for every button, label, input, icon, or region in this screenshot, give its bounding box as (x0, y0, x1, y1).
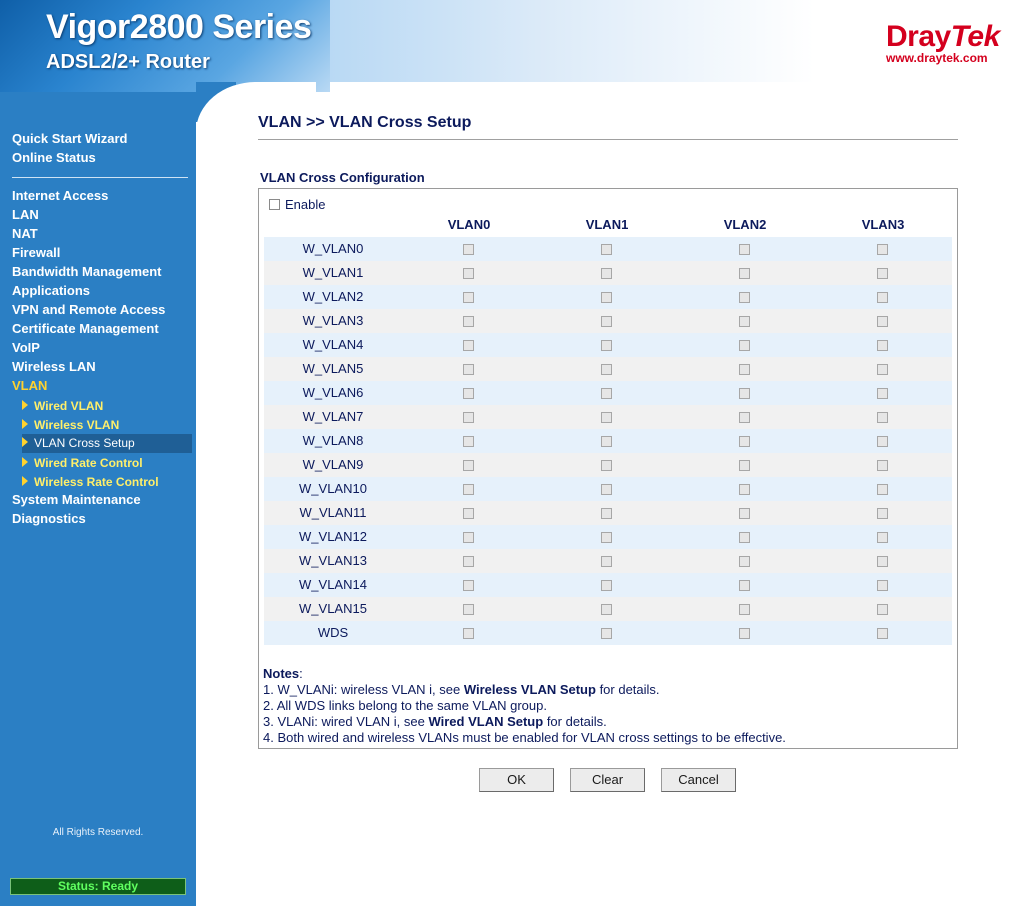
note-line (263, 698, 786, 714)
note-line (263, 682, 786, 698)
nav-certificate-management[interactable]: Certificate Management (12, 321, 159, 336)
product-title: Vigor2800 Series (46, 8, 312, 46)
cross-checkbox[interactable] (877, 364, 888, 375)
table-row (264, 621, 952, 645)
row-label: W_VLAN6 (302, 385, 364, 400)
notes (263, 666, 786, 746)
note-text: 4. Both wired and wireless VLANs must be enabled for VLAN cross settings to be effective. (263, 730, 786, 745)
cross-checkbox[interactable] (739, 604, 750, 615)
cross-checkbox[interactable] (739, 316, 750, 327)
cross-checkbox[interactable] (601, 556, 612, 567)
note-line (263, 730, 786, 746)
nav-online-status[interactable]: Online Status (12, 150, 96, 165)
cross-checkbox[interactable] (877, 628, 888, 639)
vlan-cross-panel (258, 188, 958, 749)
table-row (264, 261, 952, 285)
section-title: VLAN Cross Configuration (260, 170, 425, 185)
cross-checkbox[interactable] (463, 268, 474, 279)
cross-checkbox[interactable] (739, 580, 750, 591)
note-link: Wired VLAN Setup (428, 714, 544, 729)
table-row (264, 405, 952, 429)
arrow-right-icon (22, 437, 28, 447)
clear-button[interactable]: Clear (570, 768, 645, 792)
nav-sub-wireless-vlan[interactable] (22, 418, 119, 432)
table-row (264, 381, 952, 405)
row-label: W_VLAN5 (302, 361, 364, 376)
cross-checkbox[interactable] (601, 484, 612, 495)
cross-checkbox[interactable] (463, 292, 474, 303)
cross-checkbox[interactable] (463, 412, 474, 423)
enable-label: Enable (285, 197, 326, 212)
cross-checkbox[interactable] (739, 556, 750, 567)
cross-checkbox[interactable] (601, 436, 612, 447)
cross-checkbox[interactable] (463, 604, 474, 615)
row-label: W_VLAN1 (302, 265, 364, 280)
cross-checkbox[interactable] (877, 580, 888, 591)
table-row (264, 429, 952, 453)
nav-diagnostics[interactable]: Diagnostics (12, 511, 86, 526)
cross-checkbox[interactable] (601, 508, 612, 519)
cross-checkbox[interactable] (877, 388, 888, 399)
row-label: W_VLAN9 (302, 457, 364, 472)
cross-checkbox[interactable] (463, 508, 474, 519)
table-row (264, 501, 952, 525)
cross-checkbox[interactable] (601, 460, 612, 471)
table-row (264, 309, 952, 333)
cross-checkbox[interactable] (739, 388, 750, 399)
enable-checkbox[interactable] (269, 199, 280, 210)
nav-sub-label: VLAN Cross Setup (34, 436, 135, 450)
nav-voip[interactable]: VoIP (12, 340, 40, 355)
table-row (264, 357, 952, 381)
logo-tek: Tek (950, 20, 1000, 53)
row-label: W_VLAN15 (299, 601, 367, 616)
nav-sub-wireless-rate-control[interactable] (22, 475, 159, 489)
copyright-text: All Rights Reserved. (52, 827, 144, 838)
cross-checkbox[interactable] (739, 364, 750, 375)
nav-sub-wired-vlan[interactable] (22, 399, 103, 413)
note-line (263, 714, 786, 730)
arrow-right-icon (22, 419, 28, 429)
cross-checkbox[interactable] (739, 532, 750, 543)
cross-checkbox[interactable] (877, 508, 888, 519)
nav-vpn-remote-access[interactable]: VPN and Remote Access (12, 302, 166, 317)
product-subtitle: ADSL2/2+ Router (46, 51, 210, 73)
cross-checkbox[interactable] (877, 460, 888, 471)
cross-checkbox[interactable] (601, 532, 612, 543)
cross-checkbox[interactable] (463, 364, 474, 375)
cross-checkbox[interactable] (739, 628, 750, 639)
nav-lan[interactable]: LAN (12, 207, 39, 222)
cancel-button[interactable]: Cancel (661, 768, 736, 792)
cross-checkbox[interactable] (739, 508, 750, 519)
table-row (264, 333, 952, 357)
note-text: 1. W_VLANi: wireless VLAN i, see (263, 682, 464, 697)
nav-bandwidth-management[interactable]: Bandwidth Management (12, 264, 162, 279)
cross-checkbox[interactable] (601, 412, 612, 423)
cross-checkbox[interactable] (601, 580, 612, 591)
cross-checkbox[interactable] (739, 244, 750, 255)
nav-sub-label: Wireless VLAN (34, 418, 120, 432)
cross-checkbox[interactable] (601, 388, 612, 399)
nav-internet-access[interactable]: Internet Access (12, 188, 109, 203)
column-header: VLAN1 (585, 217, 629, 232)
notes-title: Notes: (263, 666, 303, 681)
note-text: for details. (595, 682, 660, 697)
note-link: Wireless VLAN Setup (463, 682, 596, 697)
cross-checkbox[interactable] (739, 460, 750, 471)
cross-checkbox[interactable] (601, 340, 612, 351)
row-label: W_VLAN14 (299, 577, 367, 592)
nav-sub-label: Wireless Rate Control (34, 475, 159, 489)
logo-url: www.draytek.com (886, 51, 988, 65)
cross-checkbox[interactable] (877, 268, 888, 279)
arrow-right-icon (22, 476, 28, 486)
nav-sub-label: Wired Rate Control (34, 456, 143, 470)
cross-checkbox[interactable] (739, 412, 750, 423)
cross-checkbox[interactable] (463, 460, 474, 471)
column-header: VLAN3 (861, 217, 905, 232)
row-label: W_VLAN0 (302, 241, 364, 256)
notes-title-text: Notes (263, 666, 300, 681)
nav-sub-vlan-cross-setup[interactable] (22, 434, 192, 453)
table-row (264, 549, 952, 573)
note-text: 2. All WDS links belong to the same VLAN group. (263, 698, 547, 713)
nav-sub-wired-rate-control[interactable] (22, 456, 143, 470)
cross-checkbox[interactable] (877, 244, 888, 255)
table-row (264, 597, 952, 621)
table-row (264, 237, 952, 261)
row-label: W_VLAN11 (299, 505, 367, 520)
cross-checkbox[interactable] (463, 484, 474, 495)
note-text: 3. VLANi: wired VLAN i, see (263, 714, 429, 729)
status-bar: Status: Ready (10, 878, 186, 895)
row-label: W_VLAN8 (302, 433, 364, 448)
nav-quick-start-wizard[interactable]: Quick Start Wizard (12, 131, 128, 146)
row-label: WDS (317, 625, 349, 640)
nav-system-maintenance[interactable]: System Maintenance (12, 492, 141, 507)
cross-checkbox[interactable] (877, 412, 888, 423)
cross-checkbox[interactable] (463, 628, 474, 639)
cross-checkbox[interactable] (739, 340, 750, 351)
note-text: for details. (543, 714, 607, 729)
nav-wireless-lan[interactable]: Wireless LAN (12, 359, 96, 374)
title-divider (258, 139, 958, 140)
row-label: W_VLAN3 (302, 313, 364, 328)
nav-nat[interactable]: NAT (12, 226, 38, 241)
enable-row (269, 197, 325, 212)
ok-button[interactable]: OK (479, 768, 554, 792)
nav-vlan[interactable]: VLAN (12, 378, 48, 393)
cross-checkbox[interactable] (463, 244, 474, 255)
cross-checkbox[interactable] (877, 556, 888, 567)
arrow-right-icon (22, 457, 28, 467)
table-row (264, 525, 952, 549)
cross-checkbox[interactable] (877, 340, 888, 351)
cross-checkbox[interactable] (877, 436, 888, 447)
cross-checkbox[interactable] (463, 388, 474, 399)
nav-sub-label: Wired VLAN (34, 399, 104, 413)
cross-checkbox[interactable] (739, 292, 750, 303)
draytek-logo (886, 20, 1000, 54)
cross-checkbox[interactable] (739, 484, 750, 495)
table-row (264, 573, 952, 597)
page-title: VLAN >> VLAN Cross Setup (258, 114, 472, 131)
cross-checkbox[interactable] (877, 604, 888, 615)
table-row (264, 285, 952, 309)
row-label: W_VLAN13 (299, 553, 367, 568)
cross-checkbox[interactable] (601, 268, 612, 279)
cross-checkbox[interactable] (601, 628, 612, 639)
cross-checkbox[interactable] (739, 268, 750, 279)
cross-checkbox[interactable] (463, 580, 474, 591)
column-header: VLAN2 (723, 217, 767, 232)
cross-checkbox[interactable] (601, 604, 612, 615)
cross-checkbox[interactable] (463, 340, 474, 351)
table-row (264, 477, 952, 501)
table-row (264, 453, 952, 477)
cross-checkbox[interactable] (463, 532, 474, 543)
nav-applications[interactable]: Applications (12, 283, 91, 298)
cross-checkbox[interactable] (877, 484, 888, 495)
row-label: W_VLAN10 (299, 481, 367, 496)
cross-checkbox[interactable] (463, 436, 474, 447)
sidebar-divider (12, 177, 188, 178)
column-header: VLAN0 (447, 217, 491, 232)
page-header (0, 0, 1022, 92)
row-label: W_VLAN7 (302, 409, 364, 424)
nav-firewall[interactable]: Firewall (12, 245, 61, 260)
cross-checkbox[interactable] (877, 292, 888, 303)
logo-dray: Dray (886, 20, 951, 53)
cross-checkbox[interactable] (601, 316, 612, 327)
cross-checkbox[interactable] (877, 532, 888, 543)
cross-checkbox[interactable] (601, 292, 612, 303)
cross-checkbox[interactable] (601, 364, 612, 375)
cross-checkbox[interactable] (463, 316, 474, 327)
cross-checkbox[interactable] (739, 436, 750, 447)
cross-checkbox[interactable] (463, 556, 474, 567)
row-label: W_VLAN2 (302, 289, 364, 304)
cross-checkbox[interactable] (877, 316, 888, 327)
arrow-right-icon (22, 400, 28, 410)
row-label: W_VLAN4 (302, 337, 364, 352)
cross-checkbox[interactable] (601, 244, 612, 255)
row-label: W_VLAN12 (299, 529, 367, 544)
